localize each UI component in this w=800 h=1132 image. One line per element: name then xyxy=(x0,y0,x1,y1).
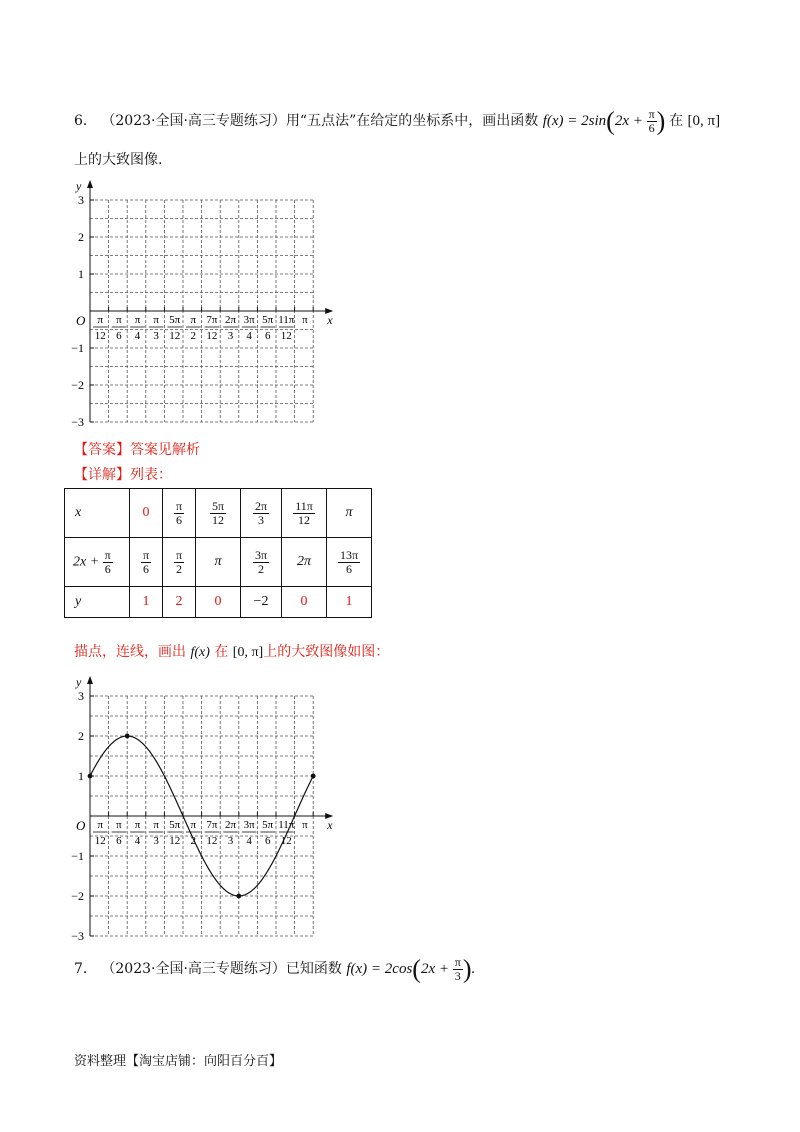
question-source: （2023·全国·高三专题练习） xyxy=(101,112,286,129)
row-label-arg: 2x + $\frac{\pi}{6}$ xyxy=(65,538,130,587)
y-tick-label: 3 xyxy=(78,193,84,207)
x-tick-numerator: 3π xyxy=(243,314,255,326)
y-cell: −2 xyxy=(241,587,282,618)
x-tick-numerator: π xyxy=(190,819,197,831)
x-tick-numerator: 5π xyxy=(169,314,181,326)
values-table xyxy=(64,488,372,618)
x-tick-numerator: 3π xyxy=(243,819,255,831)
x-cell: $\frac{2\pi}{3}$ xyxy=(241,489,282,538)
y-axis-arrow xyxy=(87,180,93,188)
interval: [0, π] xyxy=(687,112,721,129)
key-point xyxy=(236,894,241,899)
arg-cell: π xyxy=(196,538,241,587)
key-point xyxy=(125,734,130,739)
x-tick-denominator: 12 xyxy=(169,835,181,847)
y-axis-label: y xyxy=(76,179,82,193)
y-tick-label: −2 xyxy=(71,378,84,392)
y-cell: 1 xyxy=(130,587,163,618)
x-tick-numerator: 7π xyxy=(206,314,218,326)
y-tick-label: −3 xyxy=(71,929,84,943)
y-cell: 1 xyxy=(327,587,372,618)
row-label-x: x xyxy=(65,489,130,538)
x-tick-numerator: 2π xyxy=(224,819,237,831)
x-cell: 0 xyxy=(130,489,163,538)
arg-cell: $\frac{13\pi}{6}$ xyxy=(327,538,372,587)
y-axis-arrow xyxy=(87,676,93,684)
x-tick-numerator: π xyxy=(134,819,141,831)
x-tick-denominator: 3 xyxy=(153,330,159,342)
footer-text: 资料整理【淘宝店铺：向阳百分百】 xyxy=(74,1054,283,1069)
function-graph xyxy=(60,668,350,943)
x-tick-numerator: π xyxy=(302,314,308,326)
x-tick-numerator: 11π xyxy=(278,819,295,831)
arg-cell: 2π xyxy=(282,538,327,587)
x-tick-numerator: 5π xyxy=(169,819,181,831)
arg-cell: $\frac{3\pi}{2}$ xyxy=(241,538,282,587)
x-tick-denominator: 12 xyxy=(94,835,106,847)
x-tick-numerator: π xyxy=(190,314,197,326)
x-cell: π xyxy=(327,489,372,538)
y-tick-label: 3 xyxy=(78,689,84,703)
question-number: 6． xyxy=(74,112,97,129)
x-tick-denominator: 3 xyxy=(153,835,159,847)
x-tick-denominator: 6 xyxy=(116,330,122,342)
detail-text: 列表： xyxy=(130,467,172,483)
x-tick-numerator: π xyxy=(97,314,104,326)
x-tick-denominator: 4 xyxy=(246,330,252,342)
x-tick-denominator: 12 xyxy=(169,330,181,342)
detail-label: 【详解】 xyxy=(74,467,130,483)
question-text: 用“五点法”在给定的坐标系中，画出函数 xyxy=(285,112,539,129)
x-tick-denominator: 12 xyxy=(94,330,106,342)
x-axis-label: x xyxy=(327,818,333,832)
question-7-line: 7． （2023·全国·高三专题练习）已知函数 f(x) = 2cos(2x + $\frac{\pi}{3}$ ). xyxy=(74,954,476,984)
arg-cell: $\frac{\pi}{2}$ xyxy=(163,538,196,587)
arg-cell: $\frac{\pi}{6}$ xyxy=(130,538,163,587)
x-tick-denominator: 12 xyxy=(280,835,292,847)
x-tick-denominator: 6 xyxy=(264,835,271,847)
x-tick-denominator: 4 xyxy=(246,835,252,847)
row-label-y: y xyxy=(65,587,130,618)
x-tick-numerator: π xyxy=(302,819,308,831)
x-tick-numerator: 7π xyxy=(206,819,218,831)
x-tick-denominator: 3 xyxy=(227,330,234,342)
x-tick-denominator: 4 xyxy=(134,835,141,847)
x-tick-denominator: 3 xyxy=(227,835,234,847)
x-cell: $\frac{11\pi}{12}$ xyxy=(282,489,327,538)
answer-text: 答案见解析 xyxy=(130,442,200,458)
x-tick-numerator: π xyxy=(116,314,122,326)
y-tick-label: 2 xyxy=(78,230,84,244)
x-tick-denominator: 12 xyxy=(280,330,292,342)
answer-label: 【答案】 xyxy=(74,442,130,458)
x-tick-numerator: π xyxy=(116,819,122,831)
x-cell: $\frac{5\pi}{12}$ xyxy=(196,489,241,538)
x-tick-numerator: 5π xyxy=(262,819,274,831)
x-tick-denominator: 12 xyxy=(206,330,218,342)
question-6-line1: 6． （2023·全国·高三专题练习）用“五点法”在给定的坐标系中，画出函数 f(x) = 2sin(2x + $\frac{\pi}{6}$ ) 在 [0, π] xyxy=(74,106,721,136)
y-tick-label: −2 xyxy=(71,889,84,903)
x-tick-denominator: 12 xyxy=(206,835,218,847)
draw-instruction: 描点，连线，画出 f(x) 在 [0, π]上的大致图像如图： xyxy=(74,644,390,660)
y-tick-label: −1 xyxy=(71,849,84,863)
x-tick-denominator: 2 xyxy=(190,835,197,847)
origin-label: O xyxy=(76,818,86,833)
blank-coordinate-grid xyxy=(60,170,350,430)
x-tick-numerator: π xyxy=(153,819,159,831)
x-tick-denominator: 6 xyxy=(264,330,271,342)
origin-label: O xyxy=(76,313,86,328)
y-cell: 0 xyxy=(196,587,241,618)
question-6-line2: 上的大致图像. xyxy=(74,152,163,168)
x-tick-denominator: 6 xyxy=(116,835,122,847)
question-number: 7． xyxy=(74,960,97,977)
function-expression: f(x) = 2cos(2x + $\frac{\pi}{3}$ ). xyxy=(346,954,476,984)
x-tick-denominator: 4 xyxy=(134,330,141,342)
y-tick-label: −1 xyxy=(71,341,84,355)
detail-line xyxy=(74,465,172,485)
question-source: （2023·全国·高三专题练习） xyxy=(101,960,286,977)
y-tick-label: 1 xyxy=(78,267,84,281)
key-point xyxy=(88,774,93,779)
x-tick-numerator: 11π xyxy=(278,314,295,326)
x-cell: $\frac{\pi}{6}$ xyxy=(163,489,196,538)
x-tick-numerator: π xyxy=(97,819,104,831)
answer-line xyxy=(74,440,200,460)
y-cell: 2 xyxy=(163,587,196,618)
x-tick-numerator: π xyxy=(134,314,141,326)
x-tick-denominator: 2 xyxy=(190,330,197,342)
y-tick-label: 2 xyxy=(78,729,84,743)
y-axis-label: y xyxy=(76,675,82,689)
function-expression: f(x) = 2sin(2x + $\frac{\pi}{6}$ ) xyxy=(542,106,666,136)
x-tick-numerator: π xyxy=(153,314,159,326)
x-tick-numerator: 5π xyxy=(262,314,274,326)
y-tick-label: −3 xyxy=(71,415,84,429)
y-cell: 0 xyxy=(282,587,327,618)
x-axis-label: x xyxy=(327,313,333,327)
y-tick-label: 1 xyxy=(78,769,84,783)
x-tick-numerator: 2π xyxy=(224,314,237,326)
key-point xyxy=(311,774,316,779)
